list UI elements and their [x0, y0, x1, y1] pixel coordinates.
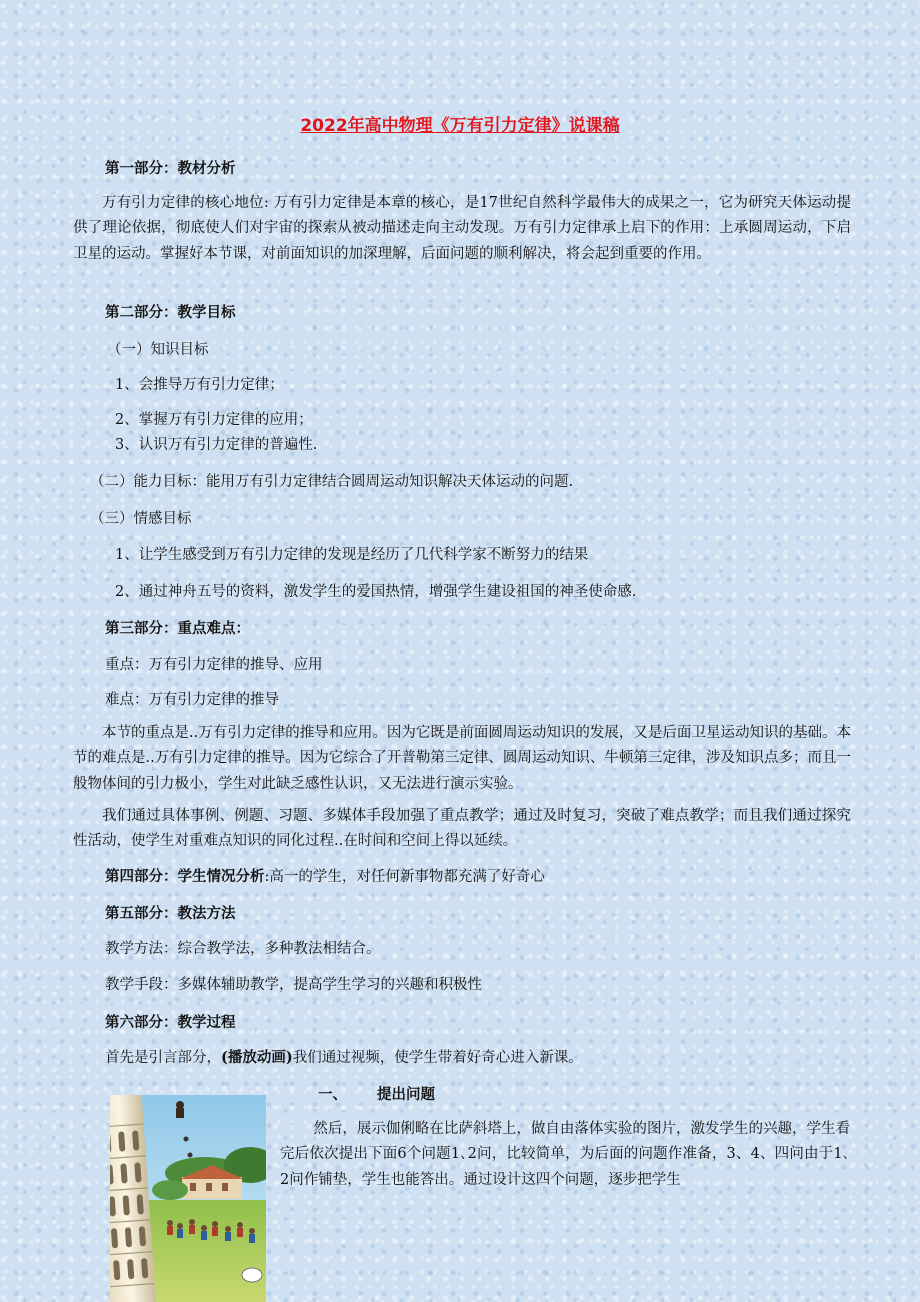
knowledge-item: 3、认识万有引力定律的普遍性.	[115, 437, 318, 453]
part3-paragraph: 本节的重点是..万有引力定律的推导和应用。因为它既是前面圆周运动知识的发展，又是后面卫星运动知识的基础。本节的难点是..万有引力定律的推导。因为它综合了开普勒第三定律、圆周运动知识、牛顿第三定律，涉及知识点多；而且一般物体间的引力极小，学生对此缺乏感性认识，又无法进行演示实验。	[73, 725, 851, 792]
intro-pre: 首先是引言部分，	[105, 1050, 221, 1066]
part2-heading: 第二部分：教学目标	[105, 304, 236, 321]
document-title: 2022年高中物理《万有引力定律》说课稿	[300, 116, 620, 136]
part1-heading: 第一部分：教材分析	[105, 160, 236, 177]
part4-text: :高一的学生，对任何新事物都充满了好奇心	[264, 869, 545, 885]
part3-paragraph: 我们通过具体事例、例题、习题、多媒体手段加强了重点教学；通过及时复习，突破了难点教学；而且我们通过探究性活动，使学生对重难点知识的同化过程..在时间和空间上得以延续。	[73, 808, 851, 850]
knowledge-item: 2、掌握万有引力定律的应用；	[115, 412, 313, 428]
part4-line	[105, 866, 545, 888]
pisa-tower-illustration	[110, 1095, 266, 1302]
section-title: 提出问题	[377, 1086, 435, 1103]
part1-body: 万有引力定律的核心地位: 万有引力定律是本章的核心，是17世纪自然科学最伟大的成果之一，它为研究天体运动提供了理论依据，彻底使人们对宇宙的探索从被动描述走向主动发现。万有引力定律承上启下的作用：上承圆周运动，下启卫星的运动。掌握好本节课，对前面知识的加深理解，后面问题的顺利解决，将会起到重要的作用。	[73, 195, 851, 262]
intro-post: 我们通过视频，使学生带着好奇心进入新课。	[292, 1050, 583, 1066]
teaching-means: 教学手段：多媒体辅助教学，提高学生学习的兴趣和积极性	[105, 977, 482, 993]
emotion-item: 1、让学生感受到万有引力定律的发现是经历了几代科学家不断努力的结果	[115, 547, 589, 563]
intro-line	[105, 1047, 583, 1069]
emotion-goal-heading: （三）情感目标	[90, 511, 192, 527]
key-point: 重点：万有引力定律的推导、应用	[105, 657, 323, 673]
ability-goal: （二）能力目标：能用万有引力定律结合圆周运动知识解决天体运动的问题.	[90, 474, 574, 490]
part3-heading: 第三部分：重点难点：	[105, 620, 250, 637]
knowledge-item: 1、会推导万有引力定律；	[115, 377, 284, 393]
part4-heading: 第四部分：学生情况分析	[105, 868, 265, 885]
intro-bold: (播放动画)	[221, 1049, 293, 1066]
section-number: 一、	[318, 1086, 347, 1103]
teaching-method: 教学方法：综合教学法，多种教法相结合。	[105, 941, 381, 957]
emotion-item: 2、通过神舟五号的资料，激发学生的爱国热情，增强学生建设祖国的神圣使命感.	[115, 584, 637, 600]
part5-heading: 第五部分：教法方法	[105, 905, 236, 922]
section-body: 然后，展示伽俐略在比萨斜塔上，做自由落体实验的图片，激发学生的兴趣，学生看完后依次提出下面6个问题1､2问，比较简单，为后面的问题作准备，3、4、四问由于1､2问作铺垫，学生也能答出。通过设计这四个问题，逐步把学生	[280, 1121, 850, 1188]
knowledge-goal-heading: （一）知识目标	[107, 342, 209, 358]
part6-heading: 第六部分：教学过程	[105, 1014, 236, 1031]
difficult-point: 难点：万有引力定律的推导	[105, 692, 279, 708]
